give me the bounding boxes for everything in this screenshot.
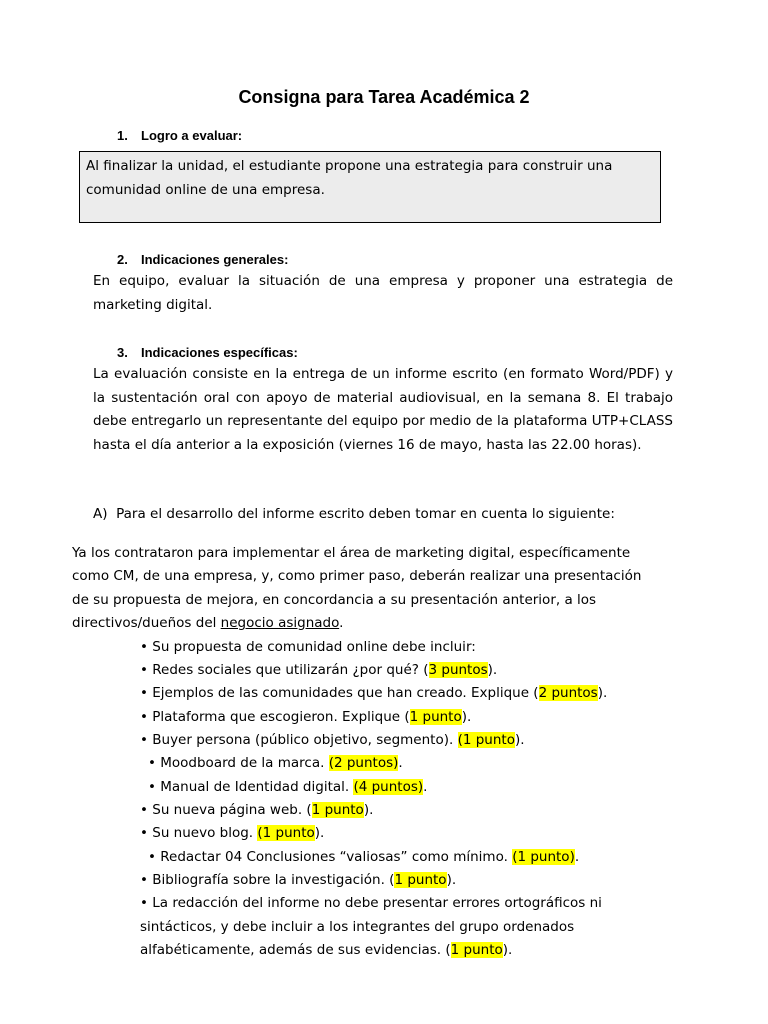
section-3-title: Indicaciones específicas:	[141, 345, 298, 360]
bullet-item: • Redactar 04 Conclusiones “valiosas” como mínimo. (1 punto).	[148, 849, 580, 865]
bullet-item-continuation: sintácticos, y debe incluir a los integrantes del grupo ordenados	[140, 919, 575, 935]
bullet-item: • Su nuevo blog. (1 punto).	[140, 825, 325, 841]
points-highlight: (1 punto	[457, 732, 515, 748]
points-highlight: 1 punto	[409, 709, 462, 725]
subsection-a-text: Para el desarrollo del informe escrito deben tomar en cuenta lo siguiente:	[116, 506, 615, 522]
section-2-number: 2.	[117, 252, 128, 267]
bullet-item: • Plataforma que escogieron. Explique (1 punto).	[140, 709, 472, 725]
bullet-item-continuation: alfabéticamente, además de sus evidencias. (1 punto).	[140, 942, 513, 958]
points-highlight: (1 punto)	[512, 849, 575, 865]
intro-line-2: como CM, de una empresa, y, como primer paso, deberán realizar una presentación	[72, 568, 642, 584]
intro-line-1: Ya los contrataron para implementar el área de marketing digital, específicamente	[72, 545, 631, 561]
bullet-item: • Su nueva página web. (1 punto).	[140, 802, 374, 818]
bullet-item: • La redacción del informe no debe presentar errores ortográficos ni	[140, 895, 602, 911]
bullet-item: • Moodboard de la marca. (2 puntos).	[148, 755, 403, 771]
points-highlight: (2 puntos)	[328, 755, 399, 771]
page-title: Consigna para Tarea Académica 2	[238, 87, 530, 107]
section-1-number: 1.	[117, 128, 128, 143]
intro-line-4-post: .	[339, 615, 344, 631]
section-3-heading	[117, 345, 298, 361]
section-1-heading	[117, 128, 242, 144]
intro-line-4	[72, 612, 343, 636]
general-instructions-text: En equipo, evaluar la situación de una empresa y proponer una estrategia de marketing digital.	[93, 273, 673, 313]
points-highlight: (1 punto	[257, 825, 315, 841]
intro-line-4-pre: directivos/dueños del	[72, 615, 221, 631]
assigned-business-text: negocio asignado	[220, 615, 340, 631]
bullet-item: • Redes sociales que utilizarán ¿por qué? (3 puntos).	[140, 662, 498, 678]
section-3-number: 3.	[117, 345, 128, 360]
points-highlight: 2 puntos	[538, 685, 598, 701]
section-1-title: Logro a evaluar:	[141, 128, 243, 143]
subsection-a-label: A)	[93, 506, 108, 522]
points-highlight: 1 punto	[394, 872, 447, 888]
section-2-title: Indicaciones generales:	[141, 252, 289, 267]
bullet-item: • Manual de Identidad digital. (4 puntos).	[148, 779, 428, 795]
bullet-item: • Buyer persona (público objetivo, segmento). (1 punto).	[140, 732, 525, 748]
learning-goal-box: Al finalizar la unidad, el estudiante propone una estrategia para construir una comunidad online de una empresa.	[79, 151, 661, 223]
bullet-item: • Su propuesta de comunidad online debe incluir:	[140, 639, 476, 655]
bullet-item: • Bibliografía sobre la investigación. (1 punto).	[140, 872, 457, 888]
points-highlight: 3 puntos	[428, 662, 488, 678]
subsection-a	[93, 503, 615, 527]
bullet-item: • Ejemplos de las comunidades que han creado. Explique (2 puntos).	[140, 685, 608, 701]
points-highlight: 1 punto	[450, 942, 503, 958]
section-2-heading	[117, 252, 288, 268]
intro-line-3: de su propuesta de mejora, en concordancia a su presentación anterior, a los	[72, 592, 597, 608]
points-highlight: 1 punto	[311, 802, 364, 818]
points-highlight: (4 puntos)	[353, 779, 424, 795]
specific-instructions-text: La evaluación consiste en la entrega de un informe escrito (en formato Word/PDF) y la sustentación oral con apoyo de material audiovisual, en la semana 8. El trabajo debe entregarlo un representante del equipo por medio de la plataforma UTP+CLASS hasta el día anterior a la exposición (viernes 16 de mayo, hasta las 22.00 horas).	[93, 366, 673, 453]
